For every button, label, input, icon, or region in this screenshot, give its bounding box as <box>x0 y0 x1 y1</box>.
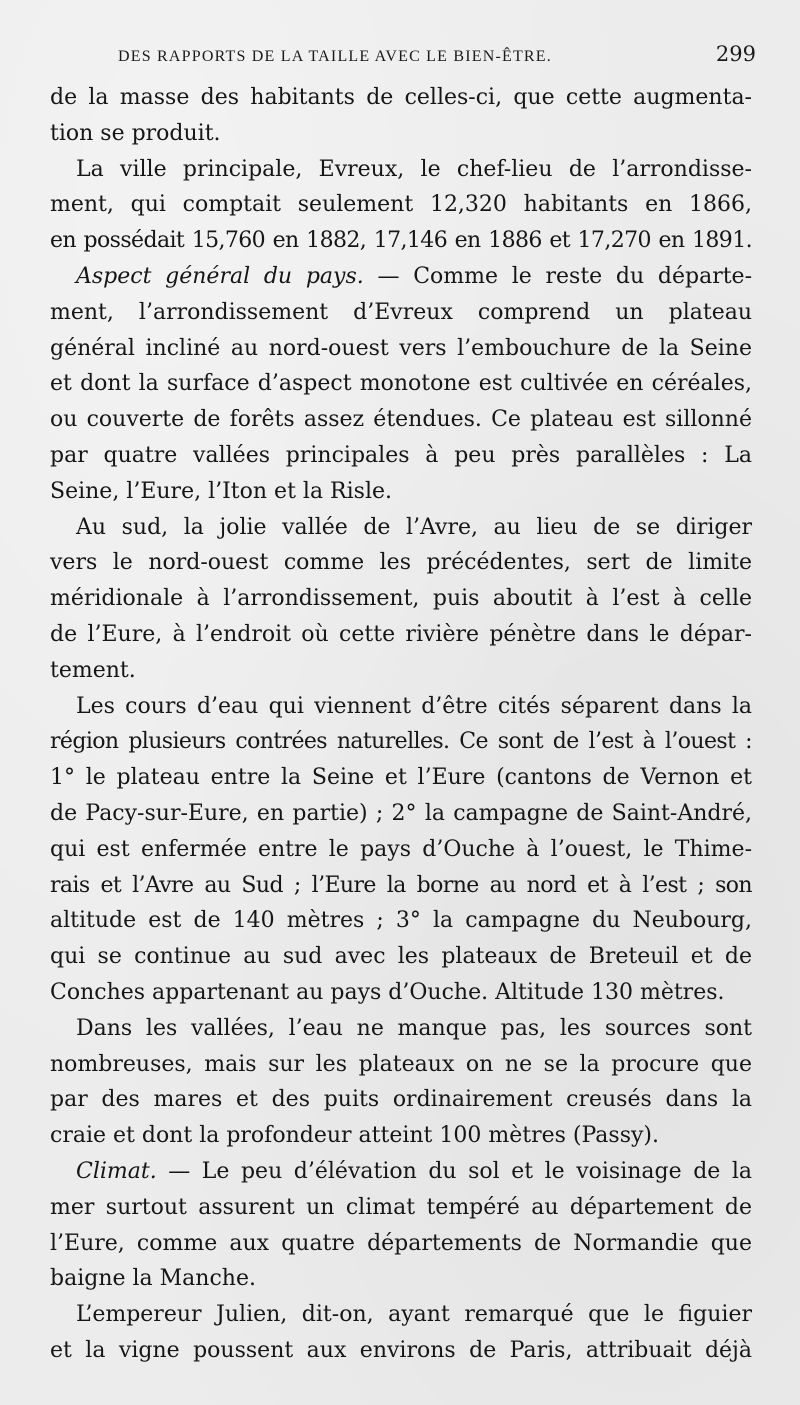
text-line: de l’Eure, à l’endroit où cette rivière pénètre dans le dépar- <box>50 621 752 647</box>
text-line: baigne la Manche. <box>50 1266 256 1292</box>
running-head <box>118 42 756 72</box>
text-line: qui se continue au sud avec les plateaux de Breteuil et de <box>50 944 752 970</box>
text-line: par des mares et des puits ordinairement creusés dans la <box>50 1087 752 1113</box>
text-run: — Comme le reste du départe- <box>377 263 752 289</box>
section-heading-climat: Climat. <box>76 1158 157 1184</box>
text-line: tion se produit. <box>50 120 221 146</box>
text-line: vers le nord-ouest comme les précédentes, sert de limite <box>50 550 752 576</box>
text-line: La ville principale, Evreux, le chef-lieu de l’arrondisse- <box>76 156 752 182</box>
text-line: Au sud, la jolie vallée de l’Avre, au lieu de se diriger <box>76 514 752 540</box>
text-line: tement. <box>50 657 136 683</box>
text-line: Conches appartenant au pays d’Ouche. Altitude 130 mètres. <box>50 979 725 1005</box>
text-line <box>50 1154 752 1190</box>
text-line: mer surtout assurent un climat tempéré au département de <box>50 1194 752 1220</box>
text-line: l’Eure, comme aux quatre départements de Normandie que <box>50 1230 752 1256</box>
text-run: — Le peu d’élévation du sol et le voisinage de la <box>168 1158 752 1184</box>
text-line: et la vigne poussent aux environs de Paris, attribuait déjà <box>50 1337 752 1363</box>
text-line: en possédait 15,760 en 1882, 17,146 en 1886 et 17,270 en 1891. <box>50 228 752 254</box>
text-line: par quatre vallées principales à peu près parallèles : La <box>50 442 752 468</box>
text-line: altitude est de 140 mètres ; 3° la campagne du Neubourg, <box>50 908 752 934</box>
body-text <box>50 80 752 1369</box>
text-line: 1° le plateau entre la Seine et l’Eure (cantons de Vernon et <box>50 765 752 791</box>
text-line: de Pacy-sur-Eure, en partie) ; 2° la campagne de Saint-André, <box>50 800 752 826</box>
text-line: et dont la surface d’aspect monotone est cultivée en céréales, <box>50 371 752 397</box>
text-line <box>50 259 752 295</box>
text-line: méridionale à l’arrondissement, puis aboutit à l’est à celle <box>50 586 752 612</box>
text-line: rais et l’Avre au Sud ; l’Eure la borne au nord et à l’est ; son <box>50 872 752 898</box>
page-number: 299 <box>715 42 756 66</box>
text-line: L’empereur Julien, dit-on, ayant remarqué que le figuier <box>76 1302 752 1328</box>
text-line: craie et dont la profondeur atteint 100 mètres (Passy). <box>50 1123 659 1149</box>
text-line: ment, l’arrondissement d’Evreux comprend un plateau <box>50 299 752 325</box>
text-line: région plusieurs contrées naturelles. Ce sont de l’est à l’ouest : <box>50 729 752 755</box>
running-title: DES RAPPORTS DE LA TAILLE AVEC LE BIEN-ÊTRE. <box>118 48 552 65</box>
text-line: nombreuses, mais sur les plateaux on ne se la procure que <box>50 1051 752 1077</box>
text-line: général incliné au nord-ouest vers l’embouchure de la Seine <box>50 335 752 361</box>
text-line: Les cours d’eau qui viennent d’être cités séparent dans la <box>76 693 752 719</box>
text-line: qui est enfermée entre le pays d’Ouche à l’ouest, le Thime- <box>50 836 752 862</box>
text-line: de la masse des habitants de celles-ci, que cette augmenta- <box>50 85 752 110</box>
text-line: ou couverte de forêts assez étendues. Ce plateau est sillonné <box>50 407 752 433</box>
text-line: Dans les vallées, l’eau ne manque pas, les sources sont <box>76 1015 752 1041</box>
section-heading-aspect: Aspect général du pays. <box>76 263 364 289</box>
text-line: Seine, l’Eure, l’Iton et la Risle. <box>50 478 392 504</box>
text-line: ment, qui comptait seulement 12,320 habitants en 1866, <box>50 192 752 218</box>
